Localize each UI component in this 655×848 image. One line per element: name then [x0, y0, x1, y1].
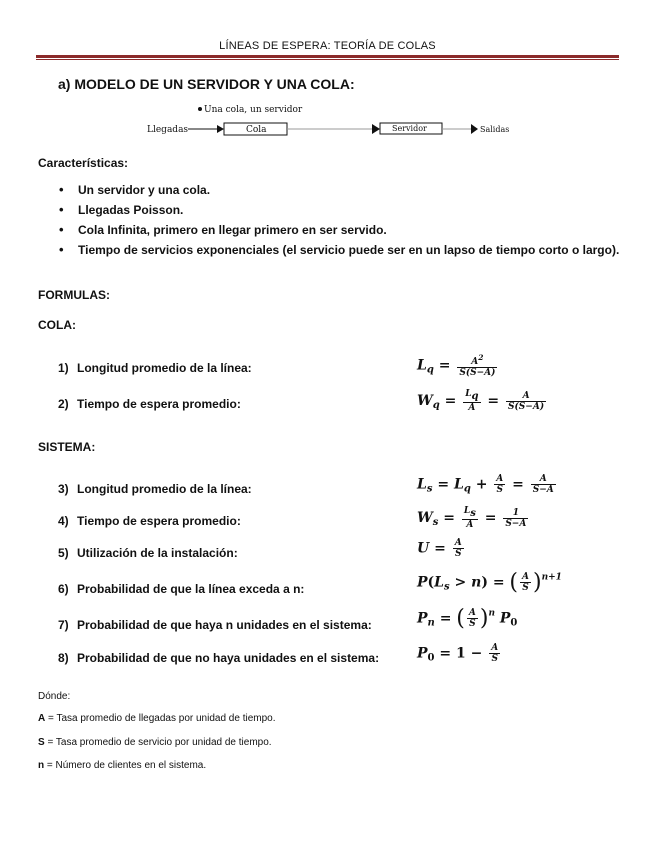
formula-row-label: 8) Probabilidad de que no haya unidades en el sistema: [58, 651, 380, 665]
formula-row-label: 1) Longitud promedio de la línea: [58, 361, 252, 375]
list-item: • Cola Infinita, primero en llegar primero en ser servido. [38, 220, 623, 240]
characteristics-list [38, 180, 623, 260]
list-item: • Llegadas Poisson. [38, 200, 623, 220]
diagram-arrivals: Llegadas [147, 125, 189, 135]
exit-arrow [471, 124, 478, 134]
formulas-title: FORMULAS: [38, 288, 110, 302]
where-item: n = Número de clientes en el sistema. [38, 760, 207, 771]
cola-title: COLA: [38, 318, 76, 332]
diagram-server: Servidor [392, 124, 427, 133]
header-rule [36, 55, 619, 58]
list-item: • Tiempo de servicios exponenciales (el servicio puede ser en un lapso de tiempo corto o largo). [38, 240, 623, 260]
formula-row-label: 3) Longitud promedio de la línea: [58, 482, 252, 496]
diagram-caption: Una cola, un servidor [204, 105, 303, 115]
formula-p0: $P_0 = 1$ − $\frac{A}{S}$ [417, 643, 499, 664]
formula-pn: $P_n$ = ( $\frac{A}{S}$ )$^n$ $P_0$ [417, 606, 518, 631]
formula-wq: $W_q$ = $\frac{Lq}{A}$ = $\frac{A}{S(S-A)}$ [417, 389, 545, 413]
formula-ls: $L_s = L_q$ + $\frac{A}{S}$ = $\frac{A}{S-A}$ [417, 474, 554, 495]
page-header: LÍNEAS DE ESPERA: TEORÍA DE COLAS [219, 40, 436, 52]
formula-lq: $L_q$ = $\frac{A^2}{S(S-A)}$ [417, 353, 496, 378]
formula-row-label: 7) Probabilidad de que haya n unidades en el sistema: [58, 618, 372, 632]
formula-row-label: 4) Tiempo de espera promedio: [58, 514, 241, 528]
arrival-arrow [217, 125, 224, 133]
diagram-exits: Salidas [480, 125, 510, 134]
formula-p-exceed: $P(L_s > n)$ = ( $\frac{A}{S}$ )$^{n+1}$ [417, 570, 562, 595]
where-item: S = Tasa promedio de servicio por unidad de tiempo. [38, 737, 272, 748]
formula-ws: $W_s$ = $\frac{Ls}{A}$ = $\frac{1}{S-A}$ [417, 506, 527, 530]
formula-row-label: 2) Tiempo de espera promedio: [58, 397, 241, 411]
diagram-queue: Cola [246, 125, 267, 135]
section-heading: a) MODELO DE UN SERVIDOR Y UNA COLA: [58, 76, 355, 92]
characteristics-title: Características: [38, 156, 129, 170]
formula-row-label: 6) Probabilidad de que la línea exceda a n: [58, 582, 305, 596]
queue-diagram [147, 103, 527, 143]
formula-u: U = $\frac{A}{S}$ [417, 538, 462, 559]
caption-dot [198, 107, 202, 111]
where-item: A = Tasa promedio de llegadas por unidad de tiempo. [38, 713, 276, 724]
sistema-title: SISTEMA: [38, 440, 96, 454]
formula-row-label: 5) Utilización de la instalación: [58, 546, 238, 560]
list-item: • Un servidor y una cola. [38, 180, 623, 200]
where-title: Dónde: [38, 691, 71, 702]
server-arrow [372, 124, 380, 134]
header-rule-thin [36, 59, 619, 60]
